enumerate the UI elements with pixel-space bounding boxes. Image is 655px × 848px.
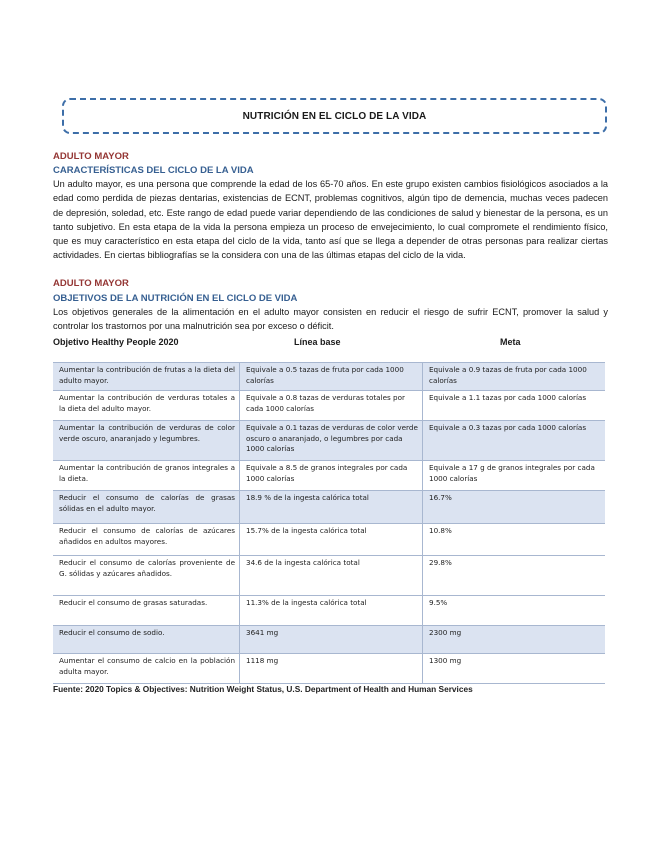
meta-cell: 1300 mg xyxy=(423,654,606,684)
objetivo-cell: Aumentar el consumo de calcio en la población adulta mayor. xyxy=(53,654,240,684)
section2-subheading: OBJETIVOS DE LA NUTRICIÓN EN EL CICLO DE VIDA xyxy=(53,293,298,304)
objetivo-cell: Aumentar la contribución de verduras de color verde oscuro, anaranjado y legumbres. xyxy=(53,421,240,461)
meta-cell: Equivale a 0.3 tazas por cada 1000 calorías xyxy=(423,421,606,461)
objetivo-cell: Aumentar la contribución de granos integrales a la dieta. xyxy=(53,461,240,491)
section1-subheading: CARACTERÍSTICAS DEL CICLO DE LA VIDA xyxy=(53,165,254,176)
meta-cell: 9.5% xyxy=(423,596,606,626)
meta-cell: Equivale a 17 g de granos integrales por cada 1000 calorías xyxy=(423,461,606,491)
meta-cell: 2300 mg xyxy=(423,626,606,654)
linea-base-cell: 11.3% de la ingesta calórica total xyxy=(240,596,423,626)
table-header-linea-base: Línea base xyxy=(294,337,341,347)
section-objectives xyxy=(53,278,608,334)
linea-base-cell: Equivale a 8.5 de granos integrales por cada 1000 calorías xyxy=(240,461,423,491)
table-row xyxy=(53,491,605,524)
table-row xyxy=(53,626,605,654)
title-box xyxy=(62,98,607,134)
table-row xyxy=(53,363,605,391)
objectives-table xyxy=(53,362,605,684)
table-row xyxy=(53,556,605,596)
document-title: NUTRICIÓN EN EL CICLO DE LA VIDA xyxy=(242,110,427,122)
objetivo-cell: Aumentar la contribución de verduras totales a la dieta del adulto mayor. xyxy=(53,391,240,421)
objetivo-cell: Aumentar la contribución de frutas a la dieta del adulto mayor. xyxy=(53,363,240,391)
section1-paragraph: Un adulto mayor, es una persona que comprende la edad de los 65-70 años. En este grupo existen cambios fisiológicos asociados a la edad como perdida de piezas dentarias, existencias de ECNT, problemas cognitivos, algún tipo de demencia, muchas veces padecen de depresión, soledad, etc. Este rango de edad puede variar dependiendo de las condiciones de salud y bienestar de la persona, es un tanto subjetivo. En esta etapa de la vida la persona empieza un proceso de envejecimiento, lo cual compromete el rendimiento físico, que es muy característico en esta etapa del ciclo de la vida, tanto así que se llega a depender de otras personas para realizar ciertas actividades. En ciertas bibliografías se la considera con una de las últimas etapas del ciclo de la vida. xyxy=(53,179,608,261)
meta-cell: Equivale a 1.1 tazas por cada 1000 calorías xyxy=(423,391,606,421)
meta-cell: 10.8% xyxy=(423,524,606,556)
meta-cell: 16.7% xyxy=(423,491,606,524)
objetivo-cell: Reducir el consumo de calorías de azúcares añadidos en adultos mayores. xyxy=(53,524,240,556)
source-note: Fuente: 2020 Topics & Objectives: Nutrition Weight Status, U.S. Department of Health and Human Services xyxy=(53,684,473,694)
table-header-meta: Meta xyxy=(500,337,521,347)
linea-base-cell: Equivale a 0.8 tazas de verduras totales por cada 1000 calorías xyxy=(240,391,423,421)
table-row xyxy=(53,421,605,461)
section2-paragraph: Los objetivos generales de la alimentación en el adulto mayor consisten en reducir el riesgo de sufrir ECNT, promover la salud y controlar los trastornos por una malnutrición sea por exceso o déficit. xyxy=(53,307,608,332)
linea-base-cell: 1118 mg xyxy=(240,654,423,684)
linea-base-cell: 3641 mg xyxy=(240,626,423,654)
section1-heading: ADULTO MAYOR xyxy=(53,151,129,162)
meta-cell: Equivale a 0.9 tazas de fruta por cada 1000 calorías xyxy=(423,363,606,391)
linea-base-cell: Equivale a 0.1 tazas de verduras de color verde oscuro o anaranjado, o legumbres por cada 1000 calorías xyxy=(240,421,423,461)
objetivo-cell: Reducir el consumo de sodio. xyxy=(53,626,240,654)
table-row xyxy=(53,391,605,421)
table-row xyxy=(53,596,605,626)
table-row xyxy=(53,461,605,491)
linea-base-cell: Equivale a 0.5 tazas de fruta por cada 1000 calorías xyxy=(240,363,423,391)
meta-cell: 29.8% xyxy=(423,556,606,596)
section2-heading: ADULTO MAYOR xyxy=(53,278,129,289)
objetivo-cell: Reducir el consumo de grasas saturadas. xyxy=(53,596,240,626)
table-row xyxy=(53,524,605,556)
linea-base-cell: 18.9 % de la ingesta calórica total xyxy=(240,491,423,524)
table-row xyxy=(53,654,605,684)
linea-base-cell: 15.7% de la ingesta calórica total xyxy=(240,524,423,556)
linea-base-cell: 34.6 de la ingesta calórica total xyxy=(240,556,423,596)
objetivo-cell: Reducir el consumo de calorías de grasas sólidas en el adulto mayor. xyxy=(53,491,240,524)
section-characteristics xyxy=(53,151,608,263)
table-header-objetivo: Objetivo Healthy People 2020 xyxy=(53,337,179,347)
objetivo-cell: Reducir el consumo de calorías proveniente de G. sólidas y azúcares añadidos. xyxy=(53,556,240,596)
